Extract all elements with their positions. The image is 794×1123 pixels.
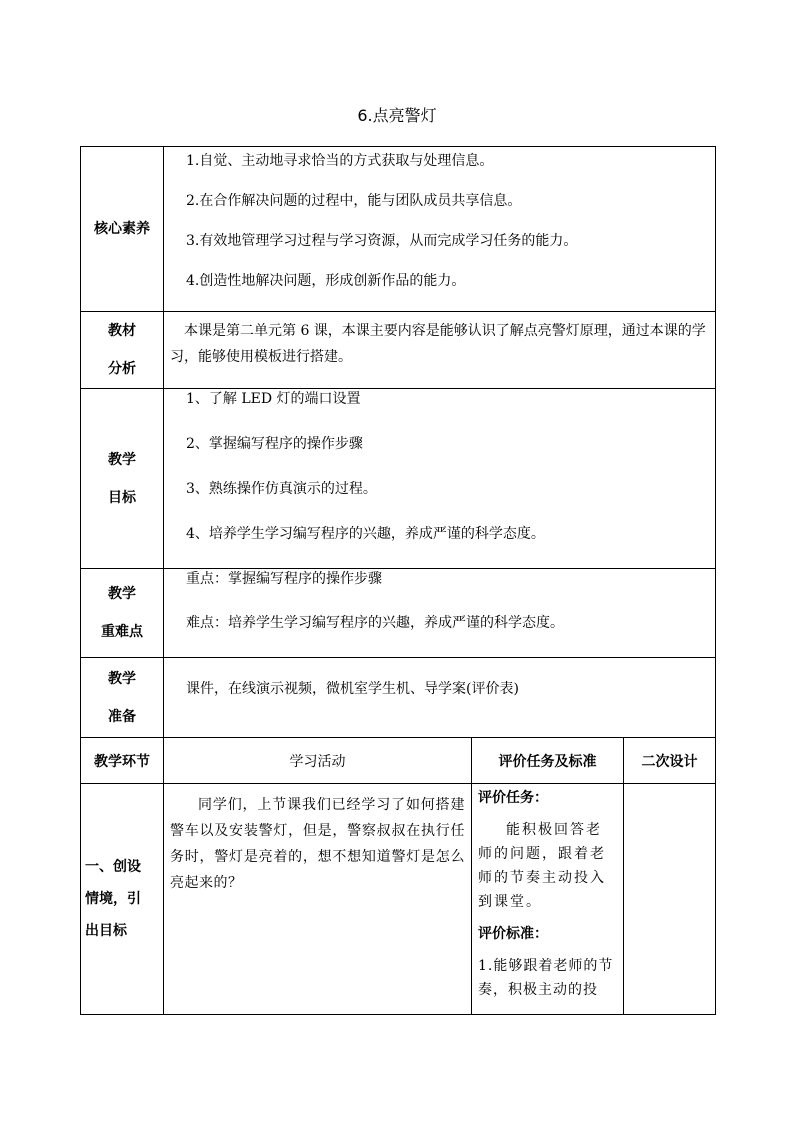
material-label: 教材 分析 [81,312,164,389]
stage1-evaluation [472,784,624,1015]
key-point: 重点：掌握编写程序的操作步骤 [186,571,382,587]
header-row [81,738,716,784]
goal-item: 2、掌握编写程序的操作步骤 [186,436,363,452]
keypoints-row [81,569,716,658]
eval-standard-title: 评价标准： [478,926,548,942]
goal-item: 4、培养学生学习编写程序的兴趣，养成严谨的科学态度。 [186,526,545,542]
core-literacy-content [164,147,716,312]
stage1-redesign [624,784,716,1015]
page-title: 6.点亮警灯 [357,106,437,125]
header-evaluation: 评价任务及标准 [472,738,624,784]
material-text: 本课是第二单元第 6 课，本课主要内容是能够认识了解点亮警灯原理，通过本课的学习，能够使用模板进行搭建。 [164,312,716,389]
core-item: 4.创造性地解决问题，形成创新作品的能力。 [186,273,466,289]
prep-label: 教学 准备 [81,658,164,738]
stage1-activity: 同学们，上节课我们已经学习了如何搭建警车以及安装警灯，但是，警察叔叔在执行任务时，警灯是亮着的，想不想知道警灯是怎么亮起来的？ [164,784,472,1015]
goals-row [81,389,716,569]
core-item: 3.有效地管理学习过程与学习资源，从而完成学习任务的能力。 [186,233,578,249]
eval-standard-text: 1.能够跟着老师的节奏，积极主动的投 [478,958,614,998]
core-item: 1.自觉、主动地寻求恰当的方式获取与处理信息。 [186,153,494,169]
stage1-label: 一、创设 情境，引 出目标 [81,784,164,1015]
material-row [81,312,716,389]
goal-item: 3、熟练操作仿真演示的过程。 [186,481,377,497]
core-item: 2.在合作解决问题的过程中，能与团队成员共享信息。 [186,193,522,209]
keypoints-content [164,569,716,658]
prep-text: 课件，在线演示视频，微机室学生机、导学案(评价表) [164,658,716,738]
lesson-plan-table [80,146,716,1015]
goals-content [164,389,716,569]
eval-task-text: 能积极回答老师的问题，跟着老师的节奏主动投入到课堂。 [478,822,606,910]
header-activity: 学习活动 [164,738,472,784]
core-literacy-row [81,147,716,312]
difficult-point: 难点：培养学生学习编写程序的兴趣，养成严谨的科学态度。 [186,615,564,631]
core-literacy-label: 核心素养 [81,147,164,312]
prep-row [81,658,716,738]
header-stage: 教学环节 [81,738,164,784]
goal-item: 1、了解 LED 灯的端口设置 [186,391,361,407]
eval-task-title: 评价任务： [478,790,548,806]
header-redesign: 二次设计 [624,738,716,784]
goals-label: 教学 目标 [81,389,164,569]
keypoints-label: 教学 重难点 [81,569,164,658]
stage1-row [81,784,716,1015]
